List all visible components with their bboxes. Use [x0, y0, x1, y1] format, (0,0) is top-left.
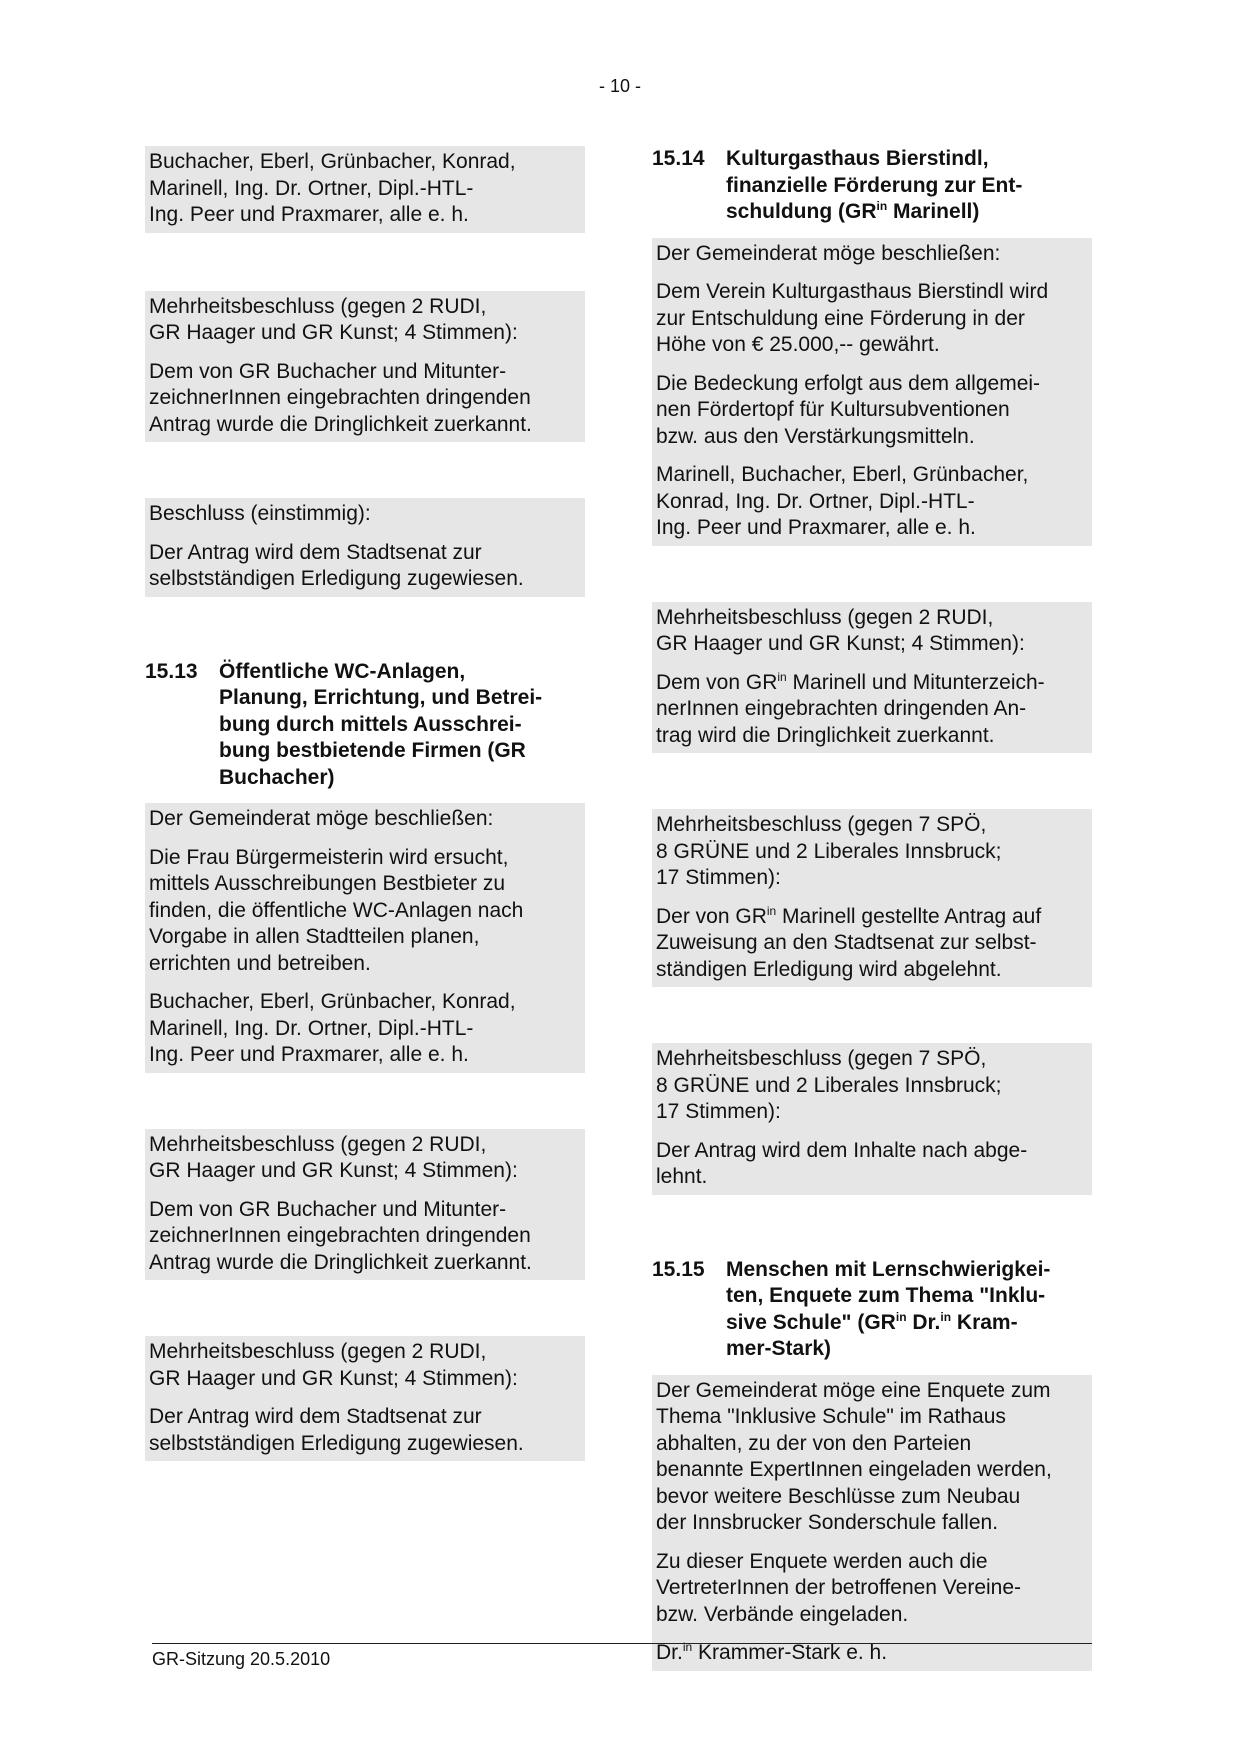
motion-box — [145, 803, 585, 1073]
signers-text: Buchacher, Eberl, Grünbacher, Konrad, Marinell, Ing. Dr. Ortner, Dipl.-HTL- Ing. Peer und Praxmarer, alle e. h. — [149, 990, 516, 1066]
left-column — [145, 146, 585, 1461]
section-title: Öffentliche WC-Anlagen, Planung, Errichtung, und Betrei- bung durch mittels Ausschrei- bung bestbietende Firmen (GR Buchacher) — [219, 659, 543, 789]
resolution-box — [145, 1336, 585, 1461]
section-title: Menschen mit Lernschwierigkei- ten, Enquete zum Thema "Inklu- sive Schule" ($GR^{in}$ Dr.$^{in}$ Kram- mer-Stark) — [726, 1257, 1051, 1360]
section-title: Kulturgasthaus Bierstindl, finanzielle Förderung zur Ent- schuldung ($GR^{in}$ Marinell) — [726, 147, 1023, 223]
right-column — [652, 146, 1092, 1671]
resolution-text: Der Antrag wird dem Stadtsenat zur selbstständigen Erledigung zugewiesen. — [149, 540, 524, 590]
resolution-box — [145, 291, 585, 443]
footer-divider — [152, 1643, 1092, 1644]
motion-box — [652, 238, 1092, 546]
resolution-box — [652, 809, 1092, 987]
signers-text: Dr.$^{in}$ Krammer-Stark e. h. — [656, 1640, 888, 1664]
motion-text: Der Gemeinderat möge eine Enquete zum Thema "Inklusive Schule" im Rathaus abhalten, zu der von den Parteien benannte ExpertInnen eingeladen werden, bevor weitere Beschlüsse zum Neubau der Innsbrucker Sonderschule fallen. — [656, 1378, 1052, 1534]
signers-text: Marinell, Buchacher, Eberl, Grünbacher, Konrad, Ing. Dr. Ortner, Dipl.-HTL- Ing. Peer und Praxmarer, alle e. h. — [656, 463, 1029, 539]
resolution-heading: Mehrheitsbeschluss (gegen 2 RUDI, GR Haager und GR Kunst; 4 Stimmen): — [149, 1340, 518, 1390]
resolution-text: Der Antrag wird dem Stadtsenat zur selbstständigen Erledigung zugewiesen. — [149, 1405, 524, 1455]
resolution-heading: Mehrheitsbeschluss (gegen 2 RUDI, GR Haager und GR Kunst; 4 Stimmen): — [656, 605, 1025, 655]
motion-box — [652, 1375, 1092, 1671]
resolution-text: Dem von $GR^{in}$ Marinell und Mitunterzeich- nerInnen eingebrachten dringenden An- trag wird die Dringlichkeit zuerkannt. — [656, 669, 1045, 747]
signers-box — [145, 146, 585, 233]
section-number: 15.13 — [145, 659, 198, 683]
section-number: 15.15 — [652, 1257, 705, 1281]
resolution-heading: Mehrheitsbeschluss (gegen 7 SPÖ, 8 GRÜNE und 2 Liberales Innsbruck; 17 Stimmen): — [656, 1047, 1002, 1123]
resolution-heading: Mehrheitsbeschluss (gegen 2 RUDI, GR Haager und GR Kunst; 4 Stimmen): — [149, 1132, 518, 1182]
section-heading-15-14 — [652, 146, 1092, 226]
resolution-box — [652, 1043, 1092, 1195]
section-heading-15-15 — [652, 1257, 1092, 1363]
resolution-text: Der Antrag wird dem Inhalte nach abge- lehnt. — [656, 1138, 1028, 1188]
signers-text: Buchacher, Eberl, Grünbacher, Konrad, Marinell, Ing. Dr. Ortner, Dipl.-HTL- Ing. Peer und Praxmarer, alle e. h. — [149, 150, 516, 226]
resolution-heading: Mehrheitsbeschluss (gegen 7 SPÖ, 8 GRÜNE und 2 Liberales Innsbruck; 17 Stimmen): — [656, 813, 1002, 889]
funding-text: Die Bedeckung erfolgt aus dem allgemei- nen Fördertopf für Kultursubventionen bzw. aus den Verstärkungsmitteln. — [656, 371, 1041, 448]
section-heading-15-13 — [145, 659, 585, 792]
resolution-text: Dem von GR Buchacher und Mitunter- zeichnerInnen eingebrachten dringenden Antrag wurde die Dringlichkeit zuerkannt. — [149, 1197, 532, 1274]
section-number: 15.14 — [652, 147, 705, 170]
resolution-text: Der von $GR^{in}$ Marinell gestellte Antrag auf Zuweisung an den Stadtsenat zur selbst- ständigen Erledigung wird abgelehnt. — [656, 903, 1042, 981]
motion-text: Die Frau Bürgermeisterin wird ersucht, mittels Ausschreibungen Bestbieter zu finden, die öffentliche WC-Anlagen nach Vorgabe in allen Stadtteilen planen, errichten und betreiben. — [149, 845, 524, 975]
resolution-box — [145, 1129, 585, 1281]
motion-text: Dem Verein Kulturgasthaus Bierstindl wird zur Entschuldung eine Förderung in der Höhe von € 25.000,-- gewährt. — [656, 280, 1049, 356]
resolution-heading: Mehrheitsbeschluss (gegen 2 RUDI, GR Haager und GR Kunst; 4 Stimmen): — [149, 294, 518, 344]
motion-intro: Der Gemeinderat möge beschließen: — [656, 241, 1001, 265]
resolution-box — [145, 498, 585, 597]
page-number: - 10 - — [598, 76, 641, 96]
resolution-box — [652, 602, 1092, 754]
invitation-text: Zu dieser Enquete werden auch die VertreterInnen der betroffenen Vereine- bzw. Verbände eingeladen. — [656, 1549, 1022, 1626]
footer-text: GR-Sitzung 20.5.2010 — [152, 1649, 331, 1669]
motion-intro: Der Gemeinderat möge beschließen: — [149, 807, 494, 830]
resolution-text: Dem von GR Buchacher und Mitunter- zeichnerInnen eingebrachten dringenden Antrag wurde die Dringlichkeit zuerkannt. — [149, 359, 532, 436]
resolution-heading: Beschluss (einstimmig): — [149, 502, 371, 525]
